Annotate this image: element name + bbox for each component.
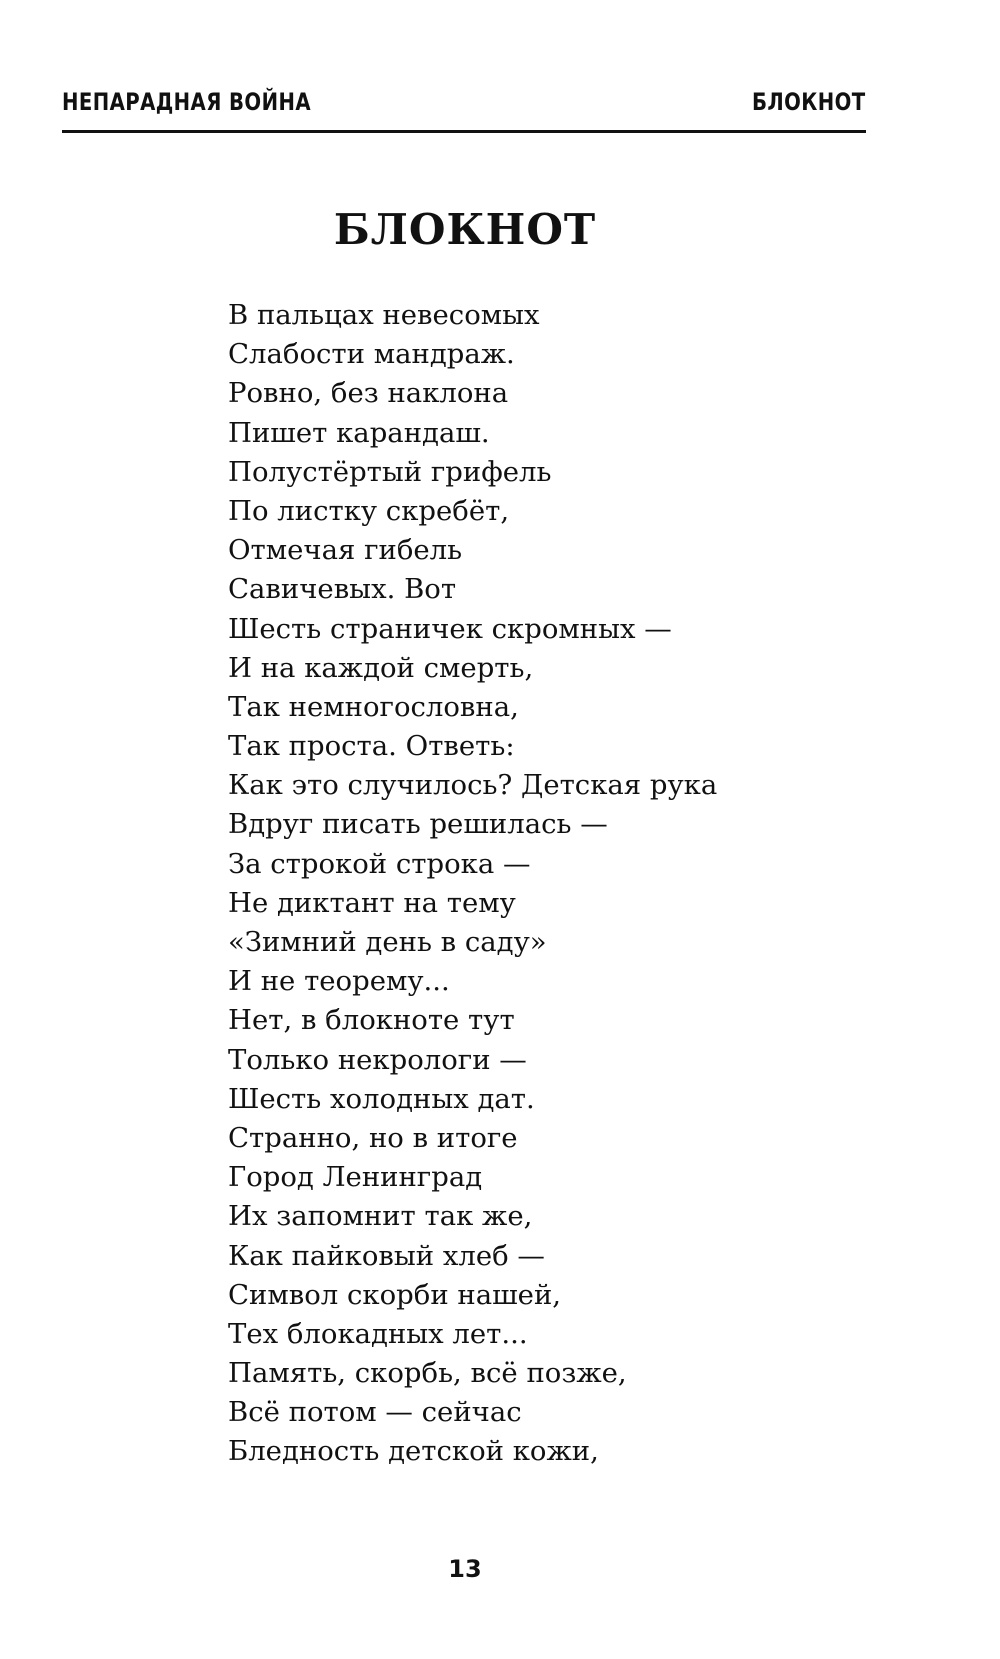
poem-body bbox=[228, 296, 717, 1472]
poem-line: В пальцах невесомых bbox=[228, 299, 540, 331]
poem-line: Так проста. Ответь: bbox=[228, 730, 515, 763]
poem-line: Шесть холодных дат. bbox=[228, 1082, 535, 1115]
poem-line: Как пайковый хлеб — bbox=[228, 1239, 545, 1272]
poem-line: Только некрологи — bbox=[228, 1043, 527, 1076]
poem-line: Город Ленинград bbox=[228, 1161, 483, 1194]
poem-line: Не диктант на тему bbox=[228, 886, 516, 919]
poem-line: Пишет карандаш. bbox=[228, 416, 490, 449]
poem-line: Странно, но в итоге bbox=[228, 1121, 518, 1154]
poem-line: Ровно, без наклона bbox=[228, 377, 509, 410]
poem-line: Отмечая гибель bbox=[228, 534, 463, 567]
poem-line: Символ скорби нашей, bbox=[228, 1278, 562, 1311]
running-header-section-title: БЛОКНОТ bbox=[752, 88, 866, 116]
poem-line: Слабости мандраж. bbox=[228, 338, 515, 371]
poem-line: Так немногословна, bbox=[228, 690, 519, 723]
page-number: 13 bbox=[448, 1555, 482, 1583]
poem-line: Шесть страничек скромных — bbox=[228, 612, 672, 645]
poem-line: Полустёртый грифель bbox=[228, 455, 552, 488]
poem-line: «Зимний день в саду» bbox=[228, 926, 547, 958]
poem-line: Савичевых. Вот bbox=[228, 573, 457, 606]
poem-line: И не теорему... bbox=[228, 965, 450, 998]
poem-line: Нет, в блокноте тут bbox=[228, 1004, 515, 1037]
poem-line: Бледность детской кожи, bbox=[228, 1435, 599, 1468]
poem-line: Тех блокадных лет... bbox=[228, 1317, 528, 1350]
running-header-book-title: НЕПАРАДНАЯ ВОЙНА bbox=[62, 88, 311, 116]
poem-line: Всё потом — сейчас bbox=[228, 1396, 522, 1429]
poem-line: Память, скорбь, всё позже, bbox=[228, 1357, 627, 1390]
poem-title: БЛОКНОТ bbox=[333, 205, 597, 254]
poem-line: По листку скребёт, bbox=[228, 494, 510, 527]
running-header bbox=[62, 84, 866, 133]
poem-line: Вдруг писать решилась — bbox=[228, 808, 608, 841]
poem-line: Как это случилось? Детская рука bbox=[228, 769, 718, 802]
poem-line: За строкой строка — bbox=[228, 847, 531, 880]
poem-line: Их запомнит так же, bbox=[228, 1200, 533, 1233]
poem-line: И на каждой смерть, bbox=[228, 651, 534, 684]
